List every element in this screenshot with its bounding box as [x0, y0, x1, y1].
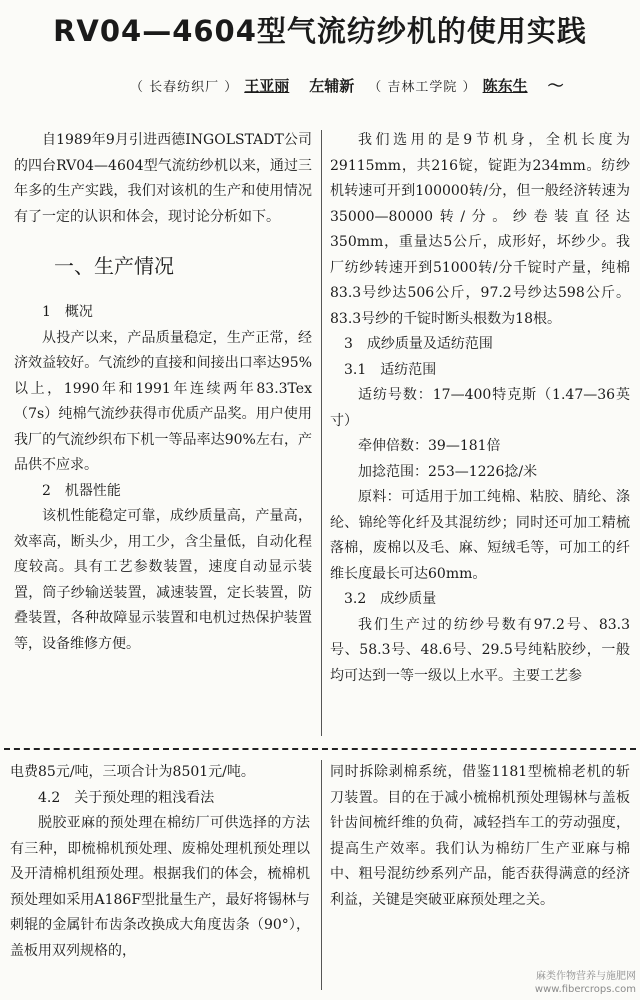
- overview-paragraph: 从投产以来，产品质量稳定，生产正常，经济效益较好。气流纱的直接和间接出口率达95%以上，1990年和1991年连续两年83.3Tex（7s）纯棉气流纱获得市优质产品奖。用户使用我厂的气流纱织布下机一等品率达90%左右，产品供不应求。: [14, 329, 312, 473]
- subheading-spinning-range: 3.1 适纺范围: [344, 361, 437, 378]
- twist-range-line: 加捻范围：253—1226捻/米: [358, 463, 538, 480]
- column-rule-bottom: [321, 760, 322, 990]
- author-name-3: 陈东生: [482, 77, 528, 95]
- yarn-quality-paragraph: 我们生产过的纺纱号数有97.2号、83.3号、58.3号、48.6号、29.5号纯粘胶纱，一般均可达到一等一级以上水平。主要工艺参: [330, 616, 630, 684]
- handwritten-mark: 〜: [547, 76, 564, 95]
- machine-performance-paragraph: 该机性能稳定可靠，成纱质量高，产量高，效率高，断头少，用工少，含尘量低，自动化程度较高。具有工艺参数装置，速度自动显示装置，筒子纱输送装置，减速装置，定长装置，防叠装置，各种故障显示装置和电机过热保护装置等，设备维修方便。: [14, 508, 312, 652]
- affiliation-1: （ 长春纺织厂 ）: [130, 80, 239, 95]
- watermark-line-2: www.fibercrops.com: [534, 984, 636, 995]
- author-name-2: 左辅新: [309, 77, 355, 95]
- left-column-bottom: [10, 760, 310, 964]
- draft-ratio-line: 牵伸倍数：39—181倍: [358, 438, 501, 454]
- subheading-yarn-quality-range: 3 成纱质量及适纺范围: [344, 336, 493, 352]
- watermark-line-1: 麻类作物营养与施肥网: [536, 971, 636, 982]
- yarn-count-line: 适纺号数：17—400特克斯（1.47—36英寸）: [330, 387, 630, 429]
- affiliation-2: （ 吉林工学院 ）: [368, 80, 477, 95]
- subheading-yarn-quality: 3.2 成纱质量: [344, 591, 437, 607]
- section-heading-production: 一、生产情况: [54, 254, 174, 278]
- subheading-overview: 1 概况: [42, 304, 93, 320]
- electricity-cost-line: 电费85元/吨，三项合计为8501元/吨。: [10, 764, 255, 780]
- column-rule-top: [321, 130, 322, 736]
- pretreatment-continued-paragraph: 同时拆除剥棉系统，借鉴1181型梳棉老机的斩刀装置。目的在于减小梳棉机预处理锡林与盖板针齿间梳纤维的负荷，减轻挡车工的劳动强度，提高生产效率。我们认为棉纺厂生产亚麻与棉中、粗号混纺纱系列产品，能否获得满意的经济利益，关键是突破亚麻预处理之关。: [330, 764, 630, 908]
- machine-spec-paragraph: 我们选用的是9节机身，全机长度为29115mm，共216锭，锭距为234mm。纺纱机转速可开到100000转/分，但一般经济转速为35000—80000转/分。纱卷装直径达350mm，重量达5公斤，成形好，坏纱少。我厂纺纱转速开到51000转/分千锭时产量，纯棉83.3号纱达506公斤，97.2号纱达598公斤。83.3号纱的千锭时断头根数为18根。: [330, 132, 630, 327]
- raw-material-paragraph: 原料：可适用于加工纯棉、粘胶、腈纶、涤纶、锦纶等化纤及其混纺纱；同时还可加工精梳落棉，废棉以及毛、麻、短绒毛等，可加工的纤维长度最长可达60mm。: [330, 489, 630, 582]
- right-column-top: [330, 128, 630, 689]
- pretreatment-paragraph: 脱胶亚麻的预处理在棉纺厂可供选择的方法有三种，即梳棉机预处理、废棉处理机预处理以及开清棉机组预处理。根据我们的体会，梳棉机预处理如采用A186F型批量生产，最好将锡林与刺辊的金属针布齿条改换成大角度齿条（90°），盖板用双列规格的，: [10, 815, 310, 959]
- site-watermark: [535, 970, 636, 996]
- left-column-top: [14, 128, 312, 657]
- subheading-machine-performance: 2 机器性能: [42, 482, 121, 499]
- author-name-1: 王亚丽: [244, 77, 290, 95]
- article-title: RV04—4604型气流纺纱机的使用实践: [53, 14, 587, 48]
- intro-paragraph: 自1989年9月引进西德INGOLSTADT公司的四台RV04—4604型气流纺纱机以来，通过三年多的生产实践，我们对该机的生产和使用情况有了一定的认识和体会，现讨论分析如下。: [14, 132, 312, 225]
- author-line: [130, 74, 590, 100]
- dashed-cut-divider: [4, 748, 636, 750]
- subheading-pretreatment: 4.2 关于预处理的粗浅看法: [38, 789, 215, 806]
- right-column-bottom: [330, 760, 630, 913]
